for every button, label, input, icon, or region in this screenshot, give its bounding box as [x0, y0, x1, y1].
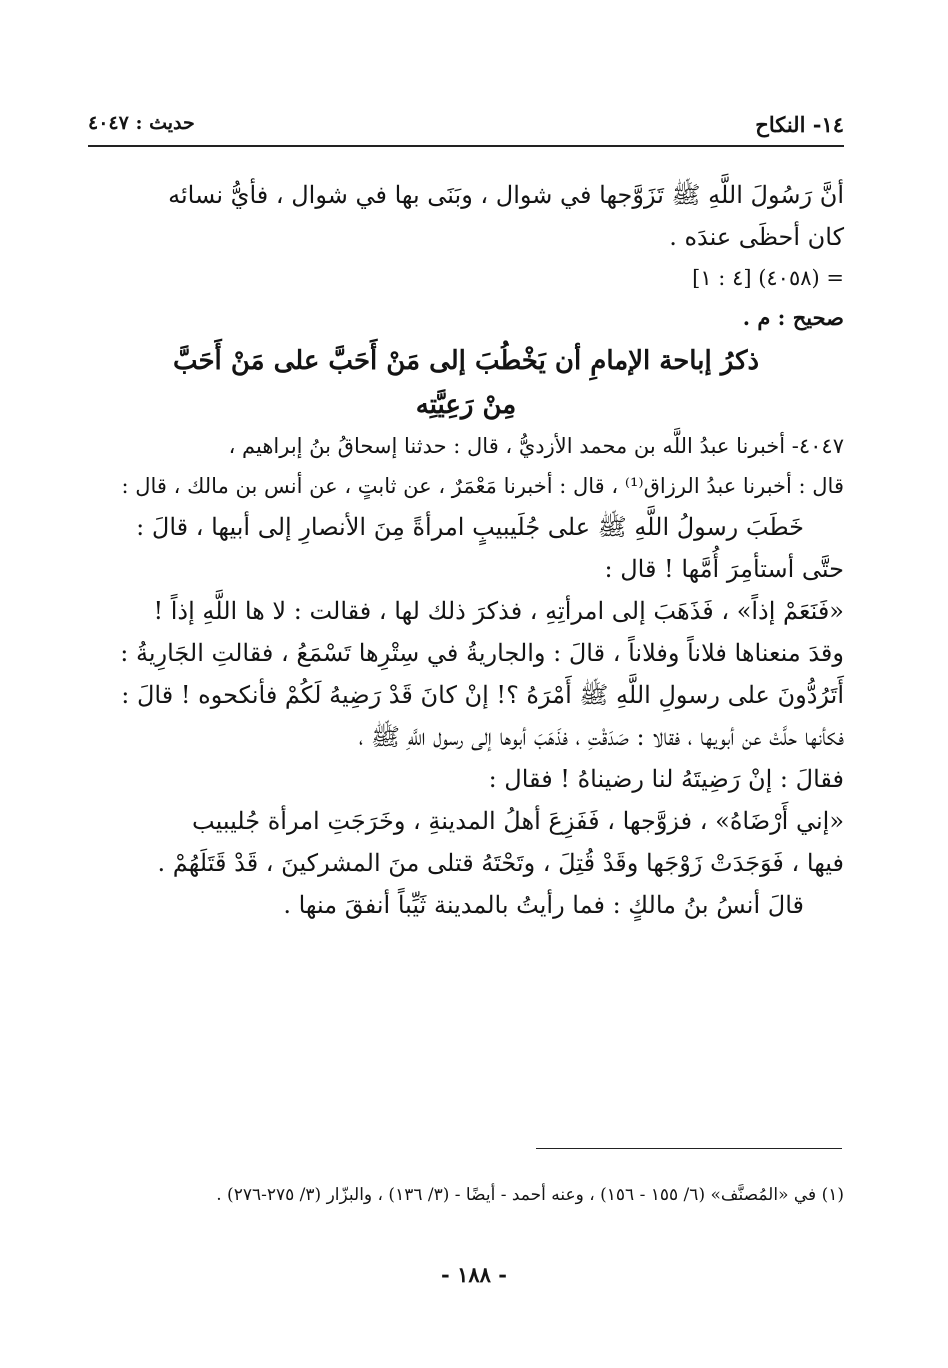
text-line-2: كان أحظَى عندَه .	[669, 223, 844, 251]
isnad-line-2: قال : أخبرنا عبدُ الرزاق⁽¹⁾ ، قال : أخبرنا مَعْمَرٌ ، عن ثابتٍ ، عن أنس بن مالك ، قال :	[121, 474, 844, 498]
section-title-line-1: ذكرُ إباحة الإمامِ أن يَخْطُبَ إلى مَنْ أَحَبَّ على مَنْ أَحَبَّ	[172, 346, 760, 376]
main-text	[88, 180, 844, 932]
footnote: (١) في «المُصنَّف» (٦/ ١٥٥ - ١٥٦) ، وعنه أحمد - أيضًا - (٣/ ١٣٦) ، والبزّار (٣/ ٢٧٥-٢٧٦) .	[216, 1185, 844, 1205]
text-line-3: خَطَبَ رسولُ اللَّهِ ﷺ على جُلَيبيبٍ امرأةً مِنَ الأنصارِ إلى أبيها ، قالَ :	[136, 513, 804, 541]
text-line-9: فقالَ : إنْ رَضِيتَهُ لنا رضيناهُ ! فقال :	[488, 765, 844, 793]
cross-reference: = (٤٠٥٨) [٤ : ١]	[692, 266, 844, 290]
text-line-4: حتَّى أستأمِرَ أُمَّها ! قال :	[604, 555, 844, 583]
isnad-line-1: ٤٠٤٧- أخبرنا عبدُ اللَّه بن محمد الأزديُّ ، قال : حدثنا إسحاقُ بنُ إبراهيم ،	[228, 434, 844, 458]
text-line-6: وقدَ منعناها فلاناً وفلاناً ، قالَ : والجاريةُ في سِتْرِها تَسْمَعُ ، فقالتِ الجَارِيةُ :	[120, 639, 844, 667]
footnote-divider	[536, 1148, 842, 1149]
section-title-line-2: مِنْ رَعِيَّتِه	[415, 390, 517, 420]
chapter-heading: ١٤- النكاح	[755, 112, 844, 137]
text-line-8: فكأنها حلَّتْ عن أبويها ، فقالا : صَدَقْتِ ، فذَهَبَ أبوها إلى رسول اللَّهِ ﷺ ،	[358, 723, 844, 751]
text-line-1: أنَّ رَسُولَ اللَّهِ ﷺ تَزَوَّجها في شوال ، وبَنَى بها في شوال ، فأيُّ نسائه	[168, 181, 844, 209]
hadith-reference: حديث : ٤٠٤٧	[88, 112, 195, 134]
text-line-5: «فَنَعَمْ إذاً» ، فَذَهَبَ إلى امرأتِهِ ، فذكرَ ذلك لها ، فقالت : لا ها اللَّهِ إذاً !	[153, 597, 844, 625]
text-line-12: قالَ أنسُ بنُ مالكٍ : فما رأيتُ بالمدينة ثَيِّباً أنفقَ منها .	[283, 891, 804, 919]
text-line-7: أَتَرُدُّونَ على رسولِ اللَّهِ ﷺ أَمْرَهُ ؟! إنْ كانَ قَدْ رَضِيهُ لَكُمْ فأنكحوه ! قالَ :	[121, 681, 844, 709]
running-header	[88, 108, 844, 144]
text-line-11: فيها ، فَوَجَدَتْ زَوْجَها وقَدْ قُتِلَ ، وتَحْتَهُ قتلى منَ المشركينَ ، قَدْ قَتَلَهُمْ .	[157, 849, 844, 877]
page-number: - ١٨٨ -	[441, 1262, 507, 1287]
text-line-10: «إني أَرْضَاهُ» ، فزوَّجها ، فَفَزِعَ أهلُ المدينةِ ، وخَرَجَتِ امرأة جُليبيب	[192, 807, 844, 835]
grading: صحيح : م .	[742, 305, 844, 330]
header-divider	[88, 145, 844, 147]
